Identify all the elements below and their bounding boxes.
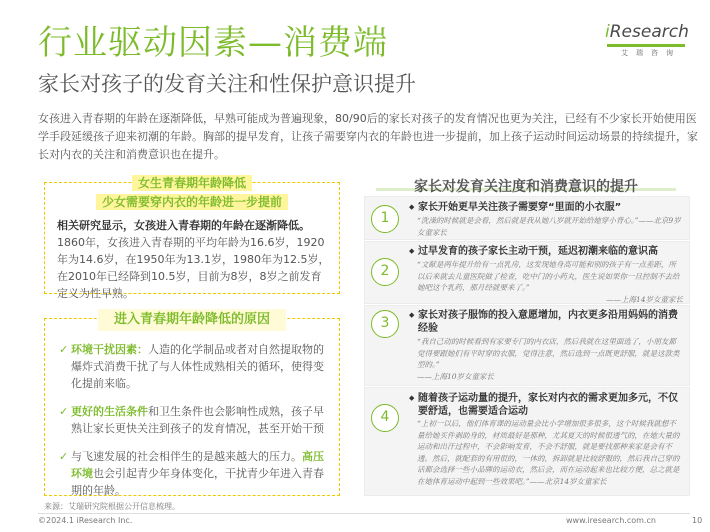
iresearch-logo bbox=[605, 22, 695, 62]
cause-item: ✓ 更好的生活条件和卫生条件也会影响性成熟，孩子早熟让家长更快关注到孩子的发育情况，甚至开始干预 bbox=[59, 405, 324, 435]
source-note: 来源：艾瑞研究院根据公开信息梳理。 bbox=[44, 502, 180, 511]
panel-number: 2 bbox=[371, 258, 399, 286]
page-subtitle: 家长对孩子的发育关注和性保护意识提升 bbox=[38, 72, 416, 96]
logo-wordmark: iResearch bbox=[605, 22, 689, 42]
puberty-age-box bbox=[44, 176, 340, 300]
page-number: 10 bbox=[692, 516, 703, 525]
causes-box bbox=[44, 312, 340, 497]
panel-title: ◆ 家长对孩子服饰的投入意愿增加，内衣更多沿用妈妈的消费经验 bbox=[409, 309, 683, 335]
heading-line-1: 女生青春期年龄降低 bbox=[132, 175, 252, 191]
panel-quote: “洗澡的时候就是会看，然后就是我从她八岁就开始给她穿小背心。”——北京9岁女童家长 bbox=[417, 216, 681, 237]
logo-bar bbox=[607, 44, 685, 47]
panel-number: 1 bbox=[371, 205, 399, 233]
intro-paragraph: 女孩进入青春期的年龄在逐渐降低，早熟可能成为普遍现象，80/90后的家长对孩子的发育情况也更为关注，已经有不少家长开始使用医学手段延缓孩子迎来初潮的年龄。胸部的提早发育，让孩子需要穿内衣的年龄也进一步提前，加上孩子运动时间运动场景的持续提升，家长对内衣的关注和消费意识也在提升。 bbox=[38, 112, 698, 161]
panel-title: ◆ 家长开始更早关注孩子需要穿“里面的小衣服” bbox=[409, 201, 683, 214]
cause-item: ✓ 与飞速发展的社会相伴生的是越来越大的压力。高压环境也会引起青少年身体变化，干扰青少年进入青春期的年龄。 bbox=[59, 450, 324, 497]
insight-panel bbox=[364, 305, 690, 386]
cause-item: ✓ 环境干扰因素：人造的化学制品或者对自然提取物的爆炸式消费干扰了与人体性成熟相关的循环，使得变化提前来临。 bbox=[59, 343, 324, 390]
panel-quote: “文献是两年提升给有一点乳房，这发现她身高可能和别的孩子有一点差距，所以后来就去儿童医院做了检查，吃中门的小药丸，医生说如果你一旦控制不去给她吧这个乳药，那月经就要来了。” ——上海14岁女童家长 bbox=[417, 260, 683, 304]
panel-number: 4 bbox=[371, 404, 399, 432]
causes-heading: 进入青春期年龄降低的原因 bbox=[45, 308, 339, 331]
footer-divider bbox=[38, 513, 690, 514]
panel-title: ◆ 过早发育的孩子家长主动干预，延迟初潮来临的意识高 bbox=[409, 245, 683, 258]
insight-panel bbox=[364, 196, 690, 240]
logo-cn: 艾瑞咨询 bbox=[621, 49, 681, 57]
check-icon: ✓ bbox=[59, 405, 69, 418]
check-icon: ✓ bbox=[59, 343, 69, 356]
puberty-age-text bbox=[57, 217, 332, 302]
check-icon: ✓ bbox=[59, 450, 69, 463]
insight-panel bbox=[364, 387, 690, 496]
panel-quote: “上初一以后，他们体育课的运动量会比小学增加很多很多，这个时候我就想不量给她买件剥助身的，材质最好是那种，尤其夏天的时候很透气的，在她大量的运动和出汗过程中，不会影响发育，不会不舒服，就是要找那种来家是会有不透。然后，就配套的有用很的，一体的，拆卸就是比较舒服的，然后我自己穿的话都会选择一些小品牌的运动衣，然后会，而在运动起来也比较方便，总之就是在她体育运动中起到一些效果吧。”——北京14岁女童家长 bbox=[417, 419, 680, 486]
puberty-age-heading bbox=[45, 172, 339, 210]
insight-panel bbox=[364, 241, 690, 304]
site-url: www.iresearch.com.cn bbox=[566, 516, 656, 525]
panel-title: ◆ 随着孩子运动量的提升，家长对内衣的需求更加多元，不仅要舒适，也需要适合运动 bbox=[409, 392, 683, 418]
heading-line-2: 少女需要穿内衣的年龄进一步提前 bbox=[96, 194, 288, 210]
copyright: ©2024.1 iResearch Inc. bbox=[38, 516, 133, 525]
puberty-age-lead: 相关研究显示，女孩进入青春期的年龄在逐渐降低。 bbox=[57, 219, 310, 232]
puberty-age-body: 1860年，女孩进入青春期的平均年龄为16.6岁，1920年为14.6岁，在1950年为13.1岁，1980年为12.5岁，在2010年已经降到10.5岁，目前为8岁，8岁之前发育定义为性早熟。 bbox=[57, 236, 330, 300]
panel-quote: “我自己动的时候看到有家要专门的内衣店，然后我就在这里面选了，小朋友都觉得要跟她们有平时穿的衣服，觉得注意，然后选到一点既更舒服，就是这款类型的。” ——上海10岁女童家长 bbox=[417, 337, 680, 381]
panel-number: 3 bbox=[371, 310, 399, 338]
right-section-title: 家长对发育关注度和消费意识的提升 bbox=[414, 179, 638, 195]
page-title: 行业驱动因素—消费端 bbox=[38, 23, 388, 63]
